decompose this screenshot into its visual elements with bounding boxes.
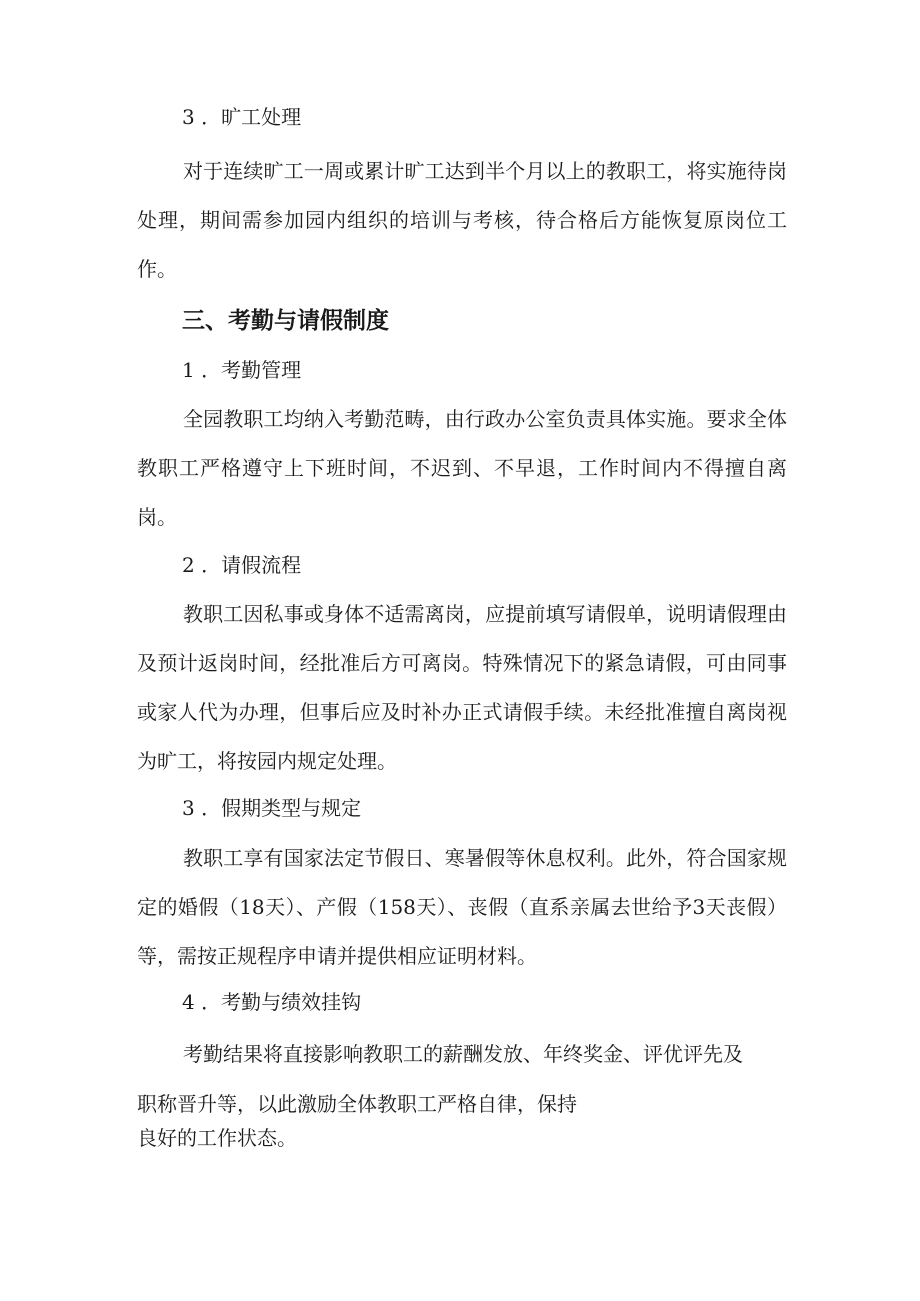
attendance-3-body: 教职工享有国家法定节假日、寒暑假等休息权利。此外，符合国家规定的婚假（18天）、产假（158天）、丧假（直系亲属去世给予3天丧假）等，需按正规程序申请并提供相应证明材料。 xyxy=(137,846,787,968)
attendance-4-title: 4 ．考勤与绩效挂钩 xyxy=(182,990,362,1014)
chapter-3-heading: 三、考勤与请假制度 xyxy=(182,308,389,334)
attendance-4-body-line-2: 职称晋升等，以此激励全体教职工严格自律，保持 xyxy=(137,1092,577,1116)
section-3-title: 3 ．旷工处理 xyxy=(182,105,302,129)
section-3-body: 对于连续旷工一周或累计旷工达到半个月以上的教职工，将实施待岗处理，期间需参加园内组织的培训与考核，待合格后方能恢复原岗位工作。 xyxy=(137,159,787,281)
attendance-2-title: 2 ．请假流程 xyxy=(182,553,302,577)
attendance-1-title: 1 ．考勤管理 xyxy=(182,358,302,382)
attendance-4-body-line-3: 良好的工作状态。 xyxy=(137,1126,297,1150)
attendance-3-title: 3 ．假期类型与规定 xyxy=(182,796,362,820)
attendance-2-body: 教职工因私事或身体不适需离岗，应提前填写请假单，说明请假理由及预计返岗时间，经批准后方可离岗。特殊情况下的紧急请假，可由同事或家人代为办理，但事后应及时补办正式请假手续。未经批准擅自离岗视为旷工，将按园内规定处理。 xyxy=(137,602,787,773)
attendance-1-body: 全园教职工均纳入考勤范畴，由行政办公室负责具体实施。要求全体教职工严格遵守上下班时间，不迟到、不早退，工作时间内不得擅自离岗。 xyxy=(137,407,787,529)
attendance-4-body-line-1: 考勤结果将直接影响教职工的薪酬发放、年终奖金、评优评先及 xyxy=(183,1042,743,1066)
